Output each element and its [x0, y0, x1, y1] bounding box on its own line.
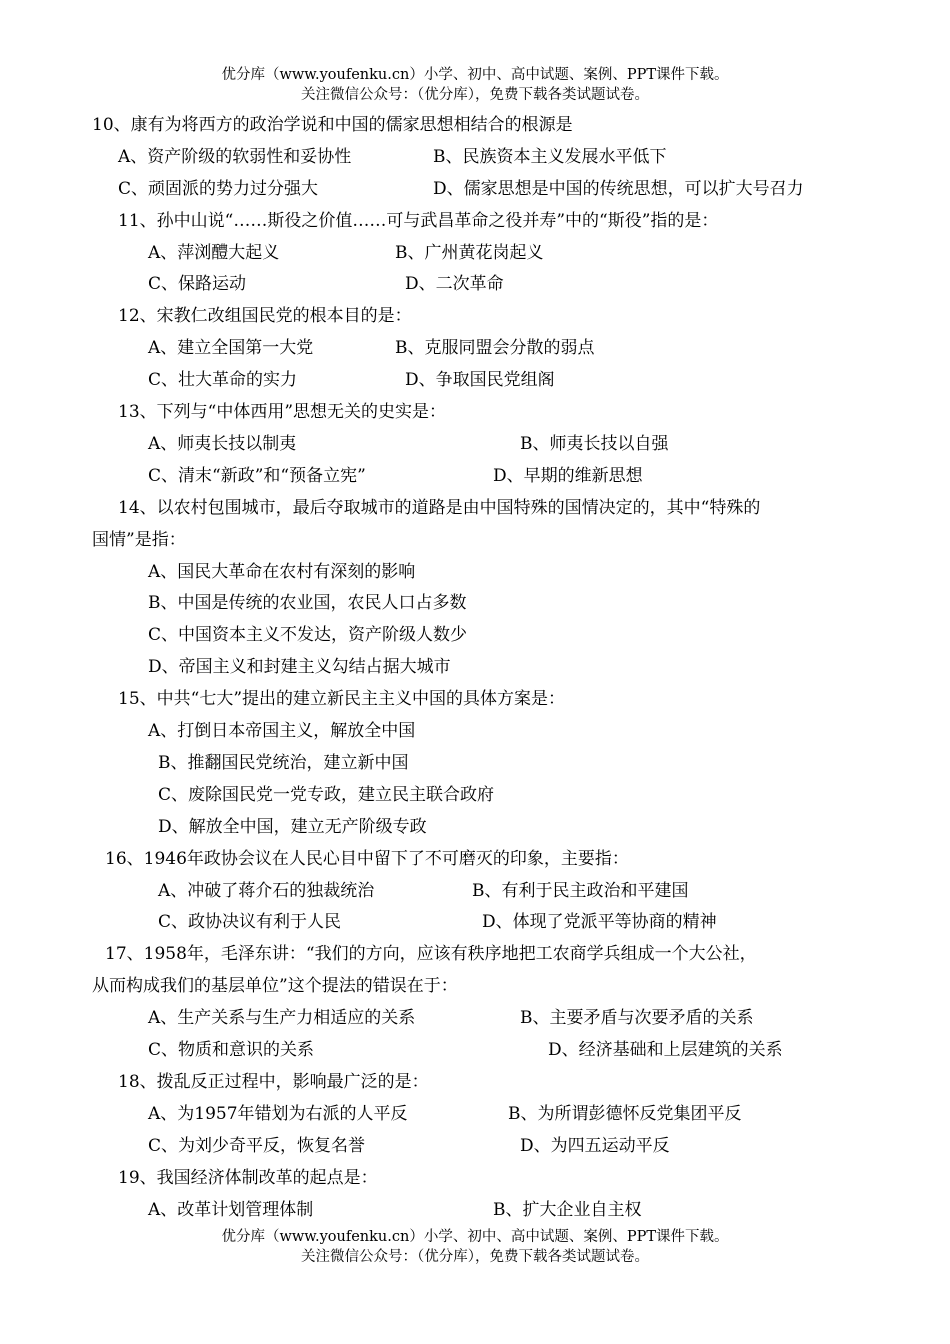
- q19-option-a: A、改革计划管理体制: [148, 1200, 314, 1220]
- q18-option-d: D、为四五运动平反: [520, 1136, 670, 1156]
- q15-stem: 15、中共“七大”提出的建立新民主主义中国的具体方案是：: [118, 689, 566, 709]
- q13-stem: 13、下列与“中体西用”思想无关的史实是：: [118, 402, 447, 422]
- q14-option-b: B、中国是传统的农业国，农民人口占多数: [148, 593, 467, 613]
- q11-stem: 11、孙中山说“……斯役之价值……可与武昌革命之役并寿”中的“斯役”指的是：: [118, 211, 719, 231]
- q16-option-d: D、体现了党派平等协商的精神: [482, 912, 717, 932]
- q17-stem-line-1: 17、1958年，毛泽东讲：“我们的方向，应该有秩序地把工农商学兵组成一个大公社，: [105, 944, 757, 964]
- q13-option-b: B、师夷长技以自强: [520, 434, 669, 454]
- q17-option-b: B、主要矛盾与次要矛盾的关系: [520, 1008, 754, 1028]
- q16-stem: 16、1946年政协会议在人民心目中留下了不可磨灭的印象，主要指：: [105, 849, 629, 869]
- q12-option-c: C、壮大革命的实力: [148, 370, 298, 390]
- q17-option-d: D、经济基础和上层建筑的关系: [548, 1040, 783, 1060]
- q18-option-b: B、为所谓彭德怀反党集团平反: [508, 1104, 742, 1124]
- q13-option-a: A、师夷长技以制夷: [148, 434, 297, 454]
- q14-option-c: C、中国资本主义不发达，资产阶级人数少: [148, 625, 468, 645]
- q11-option-c: C、保路运动: [148, 274, 247, 294]
- q11-option-b: B、广州黄花岗起义: [395, 243, 544, 263]
- q10-option-b: B、民族资本主义发展水平低下: [433, 147, 667, 167]
- q11-option-a: A、萍浏醴大起义: [148, 243, 280, 263]
- q17-option-a: A、生产关系与生产力相适应的关系: [148, 1008, 416, 1028]
- q15-option-a: A、打倒日本帝国主义，解放全中国: [148, 721, 416, 741]
- q12-option-b: B、克服同盟会分散的弱点: [395, 338, 595, 358]
- q13-option-d: D、早期的维新思想: [493, 466, 643, 486]
- q16-option-c: C、政协决议有利于人民: [158, 912, 342, 932]
- q19-option-b: B、扩大企业自主权: [493, 1200, 642, 1220]
- footer-line-2: 关注微信公众号：（优分库），免费下载各类试题试卷。: [301, 1249, 649, 1265]
- q15-option-b: B、推翻国民党统治，建立新中国: [158, 753, 409, 773]
- q15-option-c: C、废除国民党一党专政，建立民主联合政府: [158, 785, 495, 805]
- q12-option-a: A、建立全国第一大党: [148, 338, 314, 358]
- footer-line-1: 优分库（www.youfenku.cn）小学、初中、高中试题、案例、PPT课件下载。: [221, 1229, 729, 1245]
- q14-stem-line-2: 国情”是指：: [92, 530, 186, 550]
- q15-option-d: D、解放全中国，建立无产阶级专政: [158, 817, 427, 837]
- q10-stem: 10、康有为将西方的政治学说和中国的儒家思想相结合的根源是: [92, 115, 573, 135]
- q17-stem-line-2: 从而构成我们的基层单位”这个提法的错误在于：: [92, 976, 458, 996]
- header-line-2: 关注微信公众号：（优分库），免费下载各类试题试卷。: [301, 87, 649, 103]
- q18-option-c: C、为刘少奇平反，恢复名誉: [148, 1136, 366, 1156]
- header-line-1: 优分库（www.youfenku.cn）小学、初中、高中试题、案例、PPT课件下载。: [221, 67, 729, 83]
- q14-option-d: D、帝国主义和封建主义勾结占据大城市: [148, 657, 451, 677]
- q10-option-c: C、顽固派的势力过分强大: [118, 179, 319, 199]
- q14-option-a: A、国民大革命在农村有深刻的影响: [148, 562, 416, 582]
- q14-stem-line-1: 14、以农村包围城市，最后夺取城市的道路是由中国特殊的国情决定的，其中“特殊的: [118, 498, 761, 518]
- q12-option-d: D、争取国民党组阁: [405, 370, 555, 390]
- q16-option-b: B、有利于民主政治和平建国: [472, 881, 689, 901]
- q10-option-a: A、资产阶级的软弱性和妥协性: [118, 147, 352, 167]
- q19-stem: 19、我国经济体制改革的起点是：: [118, 1168, 378, 1188]
- q11-option-d: D、二次革命: [405, 274, 504, 294]
- q13-option-c: C、清末“新政”和“预备立宪”: [148, 466, 366, 486]
- q12-stem: 12、宋教仁改组国民党的根本目的是：: [118, 306, 412, 326]
- q16-option-a: A、冲破了蒋介石的独裁统治: [158, 881, 375, 901]
- q18-option-a: A、为1957年错划为右派的人平反: [148, 1104, 408, 1124]
- q17-option-c: C、物质和意识的关系: [148, 1040, 315, 1060]
- q10-option-d: D、儒家思想是中国的传统思想，可以扩大号召力: [433, 179, 804, 199]
- q18-stem: 18、拨乱反正过程中，影响最广泛的是：: [118, 1072, 429, 1092]
